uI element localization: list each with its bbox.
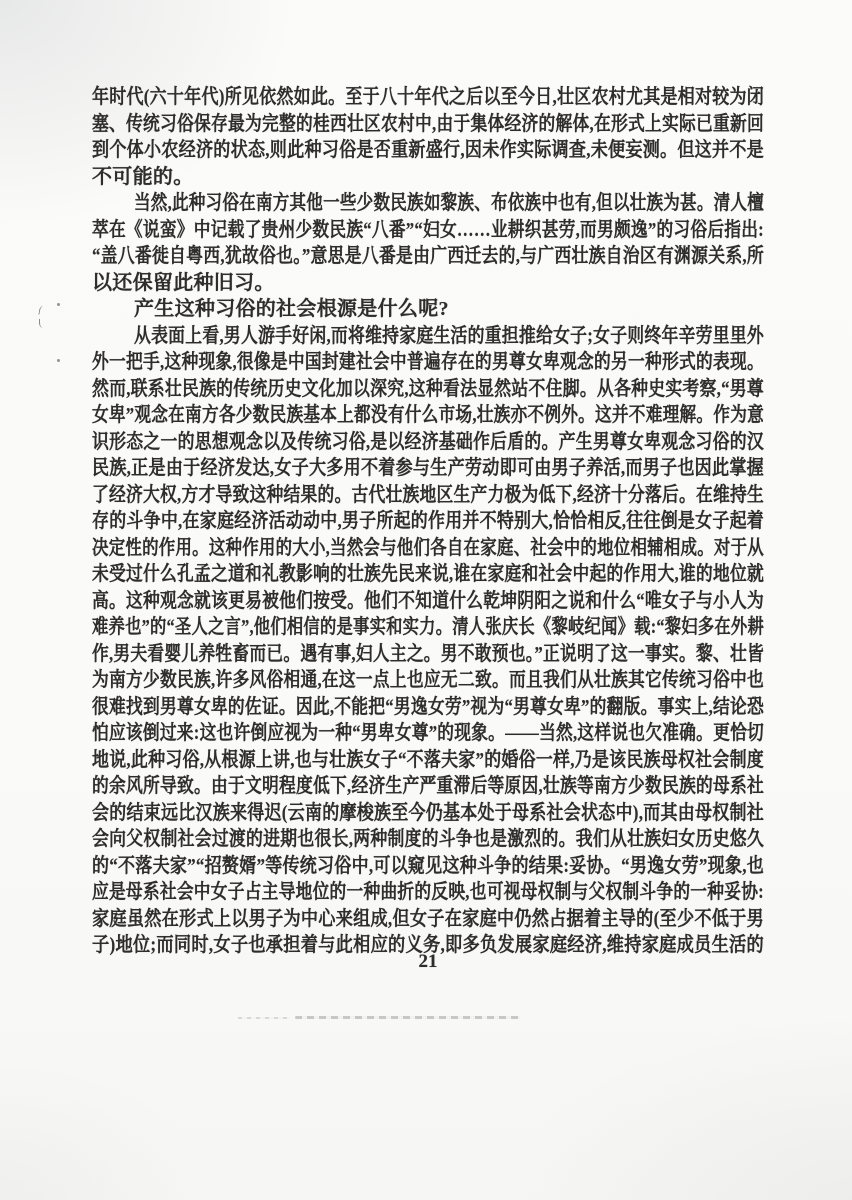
text-line-ink: 家庭虽然在形式上以男子为中心来组成,但女子在家庭中仍然占据着主导的(至少不低于男 — [92, 907, 764, 930]
text-line — [92, 376, 764, 403]
text-line-ink: 萃在《说蛮》中记载了贵州少数民族“八番”“妇女……业耕织甚劳,而男颇逸”的习俗后指出: — [92, 218, 764, 241]
text-line-ink: 到个体小农经济的状态,则此种习俗是否重新盛行,因未作实际调查,未便妄测。但这并不是 — [92, 139, 764, 161]
text-line-ink: 以还保留此种旧习。 — [92, 271, 275, 294]
text-line — [92, 243, 764, 270]
text-line — [92, 826, 764, 853]
text-line-ink: 为南方少数民族,许多风俗相通,在这一点上也应无二致。而且我们从壮族其它传统习俗中也 — [92, 669, 764, 691]
text-line — [92, 217, 764, 244]
text-line-ink: 不可能的。 — [92, 165, 194, 188]
text-line — [92, 349, 764, 376]
text-line — [92, 296, 764, 323]
scan-artifact-speck — [57, 359, 60, 362]
text-line-ink: 高。这种观念就该更易被他们按受。他们不知道什么乾坤阴阳之说和什么“唯女子与小人为 — [92, 589, 764, 612]
text-line-ink: 的余风所导致。由于文明程度低下,经济生产严重滞后等原因,壮族等南方少数民族的母系社 — [92, 775, 764, 797]
scan-smudge-line-faint — [238, 1017, 290, 1019]
text-line-ink: 未受过什么孔孟之道和礼教影响的壮族先民来说,谁在家庭和社会中起的作用大,谁的地位就 — [92, 563, 764, 585]
text-line-ink: 怕应该倒过来:这也许倒应视为一种“男卑女尊”的现象。——当然,这样说也欠准确。更恰切 — [92, 722, 764, 744]
text-line-ink: “盖八番徙自粤西,犹故俗也。”意思是八番是由广西迁去的,与广西壮族自治区有渊源关系,所 — [92, 245, 764, 267]
text-line — [92, 853, 764, 880]
scan-artifact-speck — [57, 303, 60, 306]
text-line — [92, 482, 764, 509]
text-line-ink: 外一把手,这种现象,很像是中国封建社会中普遍存在的男尊女卑观念的另一种形式的表现。 — [92, 351, 764, 373]
text-line-ink: 难养也”的“圣人之言”,他们相信的是事实和实力。清人张庆长《黎岐纪闻》载:“黎妇多在外耕 — [92, 616, 764, 638]
text-line — [92, 588, 764, 615]
text-line-ink: 决定性的作用。这种作用的大小,当然会与他们各自在家庭、社会中的地位相辅相成。对于从 — [92, 536, 764, 559]
text-line-ink: 女卑”观念在南方各少数民族基本上都没有什么市场,壮族亦不例外。这并不难理解。作为意 — [92, 404, 764, 426]
text-line — [92, 694, 764, 721]
text-line-ink: 子)地位;而同时,女子也承担着与此相应的义务,即多负发展家庭经济,维持家庭成员生活的 — [92, 934, 764, 956]
text-line — [92, 455, 764, 482]
text-line — [92, 323, 764, 350]
text-line-ink: 年时代(六十年代)所见依然如此。至于八十年代之后以至今日,壮区农村尤其是相对较为闭 — [92, 86, 764, 108]
text-line-ink: 的“不落夫家”“招赘婿”等传统习俗中,可以窥见这种斗争的结果:妥协。“男逸女劳”现象,也 — [92, 854, 764, 877]
text-line — [92, 84, 764, 111]
text-line — [92, 614, 764, 641]
text-line — [92, 429, 764, 456]
text-line — [92, 773, 764, 800]
text-line — [92, 561, 764, 588]
text-line-ink: 作,男夫看婴儿养牲畜而已。遇有事,妇人主之。男不敢预也。”正说明了这一事实。黎、壮皆 — [92, 642, 764, 665]
text-line-ink: 当然,此种习俗在南方其他一些少数民族如黎族、布依族中也有,但以壮族为甚。清人檀 — [134, 192, 764, 214]
text-line-ink: 会向父权制社会过渡的进期也很长,两种制度的斗争也是激烈的。我们从壮族妇女历史悠久 — [92, 828, 764, 850]
text-line-ink: 地说,此种习俗,从根源上讲,也与壮族女子“不落夫家”的婚俗一样,乃是该民族母权社会制度 — [92, 748, 764, 771]
text-line-ink: 产生这种习俗的社会根源是什么呢? — [134, 298, 449, 320]
text-line-ink: 然而,联系壮民族的传统历史文化加以深究,这种看法显然站不住脚。从各种史实考察,“男尊 — [92, 377, 764, 400]
scan-artifact-squiggle — [38, 306, 45, 316]
text-line-ink: 很难找到男尊女卑的佐证。因此,不能把“男逸女劳”视为“男尊女卑”的翻版。事实上,结论恐 — [92, 695, 764, 718]
document-text-block — [92, 84, 764, 959]
text-line — [92, 720, 764, 747]
text-line — [92, 190, 764, 217]
text-line — [92, 535, 764, 562]
text-line — [92, 879, 764, 906]
text-line-ink: 了经济大权,方才导致这种结果的。古代壮族地区生产力极为低下,经济十分落后。在维持生 — [92, 483, 764, 506]
text-line — [92, 137, 764, 164]
scan-artifact-squiggle — [39, 319, 45, 328]
text-line-ink: 应是母系社会中女子占主导地位的一种曲折的反映,也可视母权制与父权制斗争的一种妥协: — [92, 881, 764, 903]
text-line-ink: 塞、传统习俗保存最为完整的桂西壮区农村中,由于集体经济的解体,在形式上实际已重新回 — [92, 112, 764, 135]
text-line-ink: 会的结束远比汉族来得迟(云南的摩梭族至今仍基本处于母系社会状态中),而其由母权制社 — [92, 801, 764, 824]
text-line — [92, 667, 764, 694]
text-line — [92, 164, 764, 191]
text-line-ink: 识形态之一的思想观念以及传统习俗,是以经济基础作后盾的。产生男尊女卑观念习俗的汉 — [92, 430, 764, 453]
text-line-ink: 民族,正是由于经济发达,女子大多用不着参与生产劳动即可由男子养活,而男子也因此掌握 — [92, 457, 764, 479]
text-line — [92, 111, 764, 138]
text-line — [92, 800, 764, 827]
text-line-ink: 存的斗争中,在家庭经济活动动中,男子所起的作用并不特别大,恰恰相反,往往倒是女子起着 — [92, 510, 764, 532]
text-line — [92, 747, 764, 774]
text-line — [92, 270, 764, 297]
text-line — [92, 906, 764, 933]
scan-smudge-line — [295, 1016, 520, 1019]
text-line — [92, 402, 764, 429]
text-line — [92, 508, 764, 535]
text-line-ink: 从表面上看,男人游手好闲,而将维持家庭生活的重担推给女子;女子则终年辛劳里里外 — [134, 324, 764, 347]
page-number: 21 — [418, 951, 438, 972]
text-line — [92, 641, 764, 668]
